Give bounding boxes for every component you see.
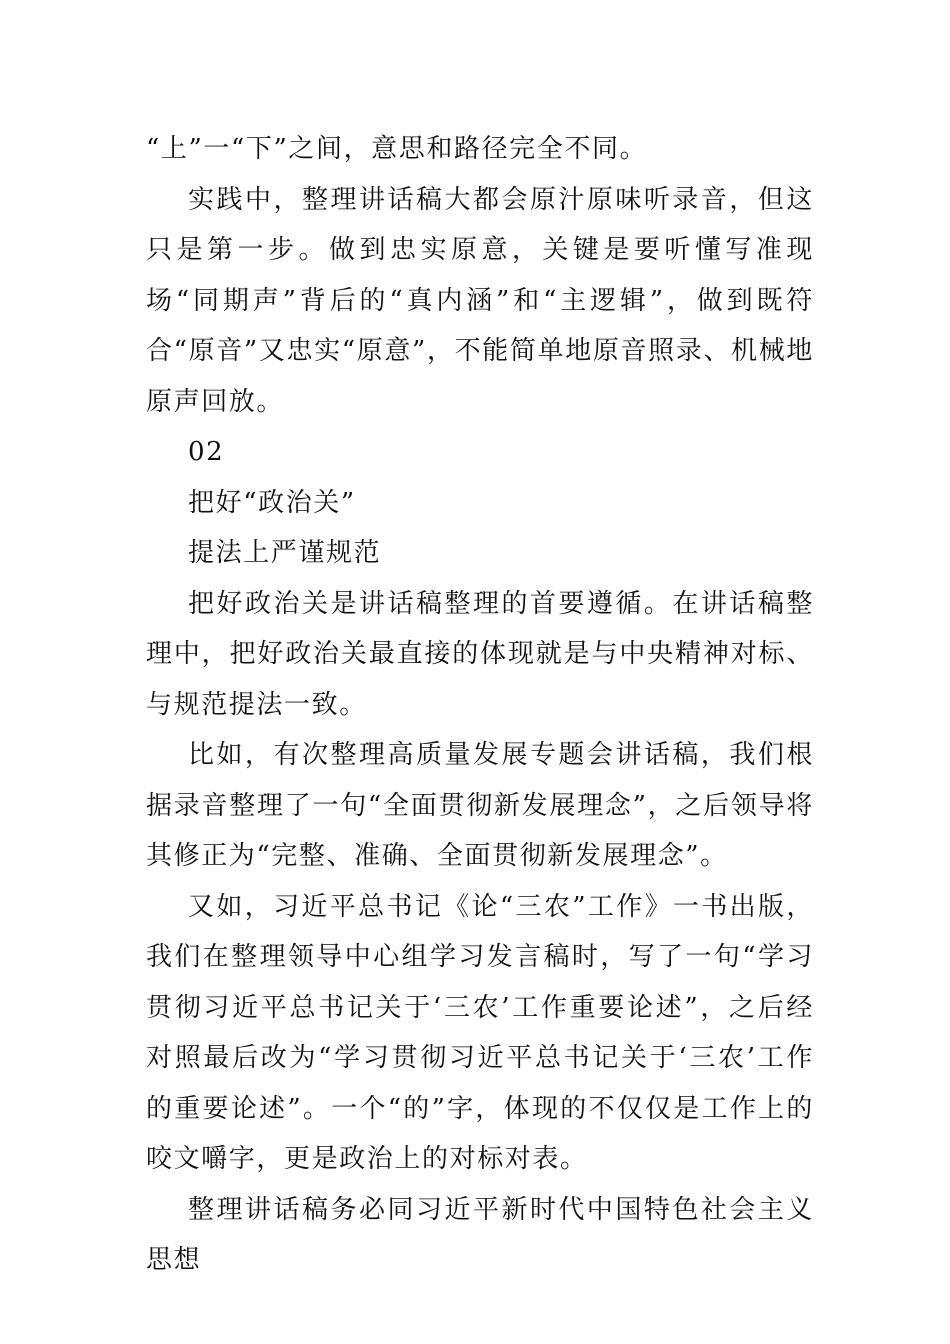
paragraph-1: “上”一“下”之间，意思和路径完全不同。 [146, 134, 648, 164]
section-number: 02 [188, 437, 225, 467]
paragraph-2: 实践中，整理讲话稿大都会原汁原味听录音，但这只是第一步。做到忠实原意，关键是要听懂写准现场“同期声”背后的“真内涵”和“主逻辑”，做到既符合“原音”又忠实“原意”，不能简单地原音照录、机械地原声回放。 [146, 184, 814, 417]
paragraph-6: 整理讲话稿务必同习近平新时代中国特色社会主义思想 [146, 1194, 814, 1275]
paragraph-5: 又如，习近平总书记《论“三农”工作》一书出版，我们在整理领导中心组学习发言稿时，写了一句“学习贯彻习近平总书记关于‘三农’工作重要论述”，之后经对照最后改为“学习贯彻习近平总书记关于‘三农’工作的重要论述”。一个“的”字，体现的不仅仅是工作上的咬文嚼字，更是政治上的对标对表。 [146, 891, 814, 1174]
section-subtitle: 提法上严谨规范 [188, 538, 382, 568]
paragraph-4: 比如，有次整理高质量发展专题会讲话稿，我们根据录音整理了一句“全面贯彻新发展理念”，之后领导将其修正为“完整、准确、全面贯彻新发展理念”。 [146, 740, 814, 871]
document-page [146, 124, 814, 1286]
section-title: 把好“政治关” [188, 487, 356, 518]
paragraph-3: 把好政治关是讲话稿整理的首要遵循。在讲话稿整理中，把好政治关最直接的体现就是与中央精神对标、与规范提法一致。 [146, 588, 814, 720]
